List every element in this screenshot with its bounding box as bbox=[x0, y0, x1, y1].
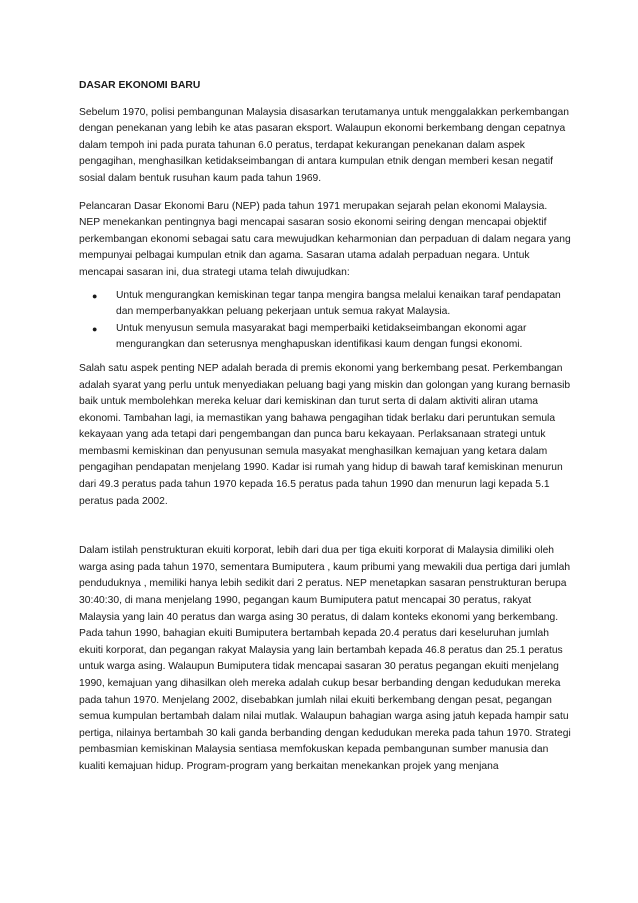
bullet-icon: ● bbox=[92, 323, 98, 334]
document-body bbox=[79, 78, 571, 776]
list-item bbox=[79, 288, 571, 321]
paragraph-equity: Dalam istilah penstrukturan ekuiti korporat, lebih dari dua per tiga ekuiti korporat di Malaysia dimiliki oleh warga asing pada tahun 1970, sementara Bumiputera , kaum pribumi yang mewakili dua pertiga dari jumlah penduduknya , memiliki hanya lebih sedikit dari 2 peratus. NEP menetapkan sasaran penstrukturan berupa 30:40:30, di mana menjelang 1990, pegangan kaum Bumiputera patut mencapai 30 peratus, rakyat Malaysia yang lain 40 peratus dan warga asing 30 peratus, di dalam konteks ekonomi yang berkembang. Pada tahun 1990, bahagian ekuiti Bumiputera bertambah kepada 20.4 peratus dari keseluruhan jumlah ekuiti korporat, dan pegangan rakyat Malaysia yang lain bertambah kepada 46.8 peratus dan 25.1 peratus untuk warga asing. Walaupun Bumiputera tidak mencapai sasaran 30 peratus pegangan ekuiti menjelang 1990, kemajuan yang dihasilkan oleh mereka adalah cukup besar berbanding dengan kedudukan mereka pada tahun 1970. Menjelang 2002, disebabkan jumlah nilai ekuiti berkembang dengan pesat, pegangan semua kumpulan bertambah dalam nilai mutlak. Walaupun bahagian warga asing jatuh kepada hampir satu pertiga, nilainya bertambah 30 kali ganda berbanding dengan kedudukan mereka pada tahun 1970. Strategi pembasmian kemiskinan Malaysia sentiasa memfokuskan kepada pembangunan sumber manusia dan kualiti kemajuan hidup. Program-program yang berkaitan menekankan projek yang menjana bbox=[79, 545, 571, 772]
paragraph-nep: Pelancaran Dasar Ekonomi Baru (NEP) pada tahun 1971 merupakan sejarah pelan ekonomi Malaysia. NEP menekankan pentingnya bagi mencapai sasaran sosio ekonomi seiring dengan mencapai objektif perkembangan ekonomi sebagai satu cara mewujudkan keharmonian dan perpaduan di dalam negara yang mempunyai pelbagai kumpulan etnik dan agama. Sasaran utama adalah perpaduan negara. Untuk mencapai sasaran ini, dua strategi utama telah diwujudkan: bbox=[79, 200, 571, 278]
paragraph-growth-aspect: Salah satu aspek penting NEP adalah berada di premis ekonomi yang berkembang pesat. Perkembangan adalah syarat yang perlu untuk menyediakan peluang bagi yang miskin dan golongan yang kurang bernasib baik untuk membolehkan mereka keluar dari kemiskinan dan turut serta di dalam aktiviti aliran utama ekonomi. Tambahan lagi, ia memastikan yang bahawa pengagihan tidak berlaku dari peruntukan semula kekayaan yang ada tetapi dari pengembangan dan punca baru kekayaan. Perlaksanaan strategi untuk membasmi kemiskinan dan penyusunan semula masyakat menghasilkan kemajuan yang ketara dalam pengagihan pendapatan menjelang 1990. Kadar isi rumah yang hidup di bawah taraf kemiskinan menurun dari 49.3 peratus pada tahun 1970 kepada 16.5 peratus pada tahun 1990 dan menurun lagi kepada 5.1 peratus pada 2002. bbox=[79, 362, 571, 507]
paragraph-intro: Sebelum 1970, polisi pembangunan Malaysia disasarkan terutamanya untuk menggalakkan perkembangan dengan penekanan yang lebih ke atas pasaran eksport. Walaupun ekonomi berkembang dengan cepatnya dalam tempoh ini pada purata tahunan 6.0 peratus, terdapat kekurangan penekanan dalam aspek pengagihan, menghasilkan ketidakseimbangan di antara kumpulan etnik dengan memberi kesan negatif sosial dalam bentuk rusuhan kaum pada tahun 1969. bbox=[79, 106, 569, 184]
list-item-text: Untuk mengurangkan kemiskinan tegar tanpa mengira bangsa melalui kenaikan taraf pendapatan dan memperbanyakkan peluang pekerjaan untuk semua rakyat Malaysia. bbox=[116, 289, 561, 318]
document-title: DASAR EKONOMI BARU bbox=[79, 80, 201, 91]
list-item-text: Untuk menyusun semula masyarakat bagi memperbaiki ketidakseimbangan ekonomi agar mengurangkan dan seterusnya menghapuskan identifikasi kaum dengan fungsi ekonomi. bbox=[116, 322, 527, 351]
list-item bbox=[79, 321, 571, 354]
bullet-icon: ● bbox=[92, 290, 98, 301]
strategy-list bbox=[79, 288, 571, 354]
